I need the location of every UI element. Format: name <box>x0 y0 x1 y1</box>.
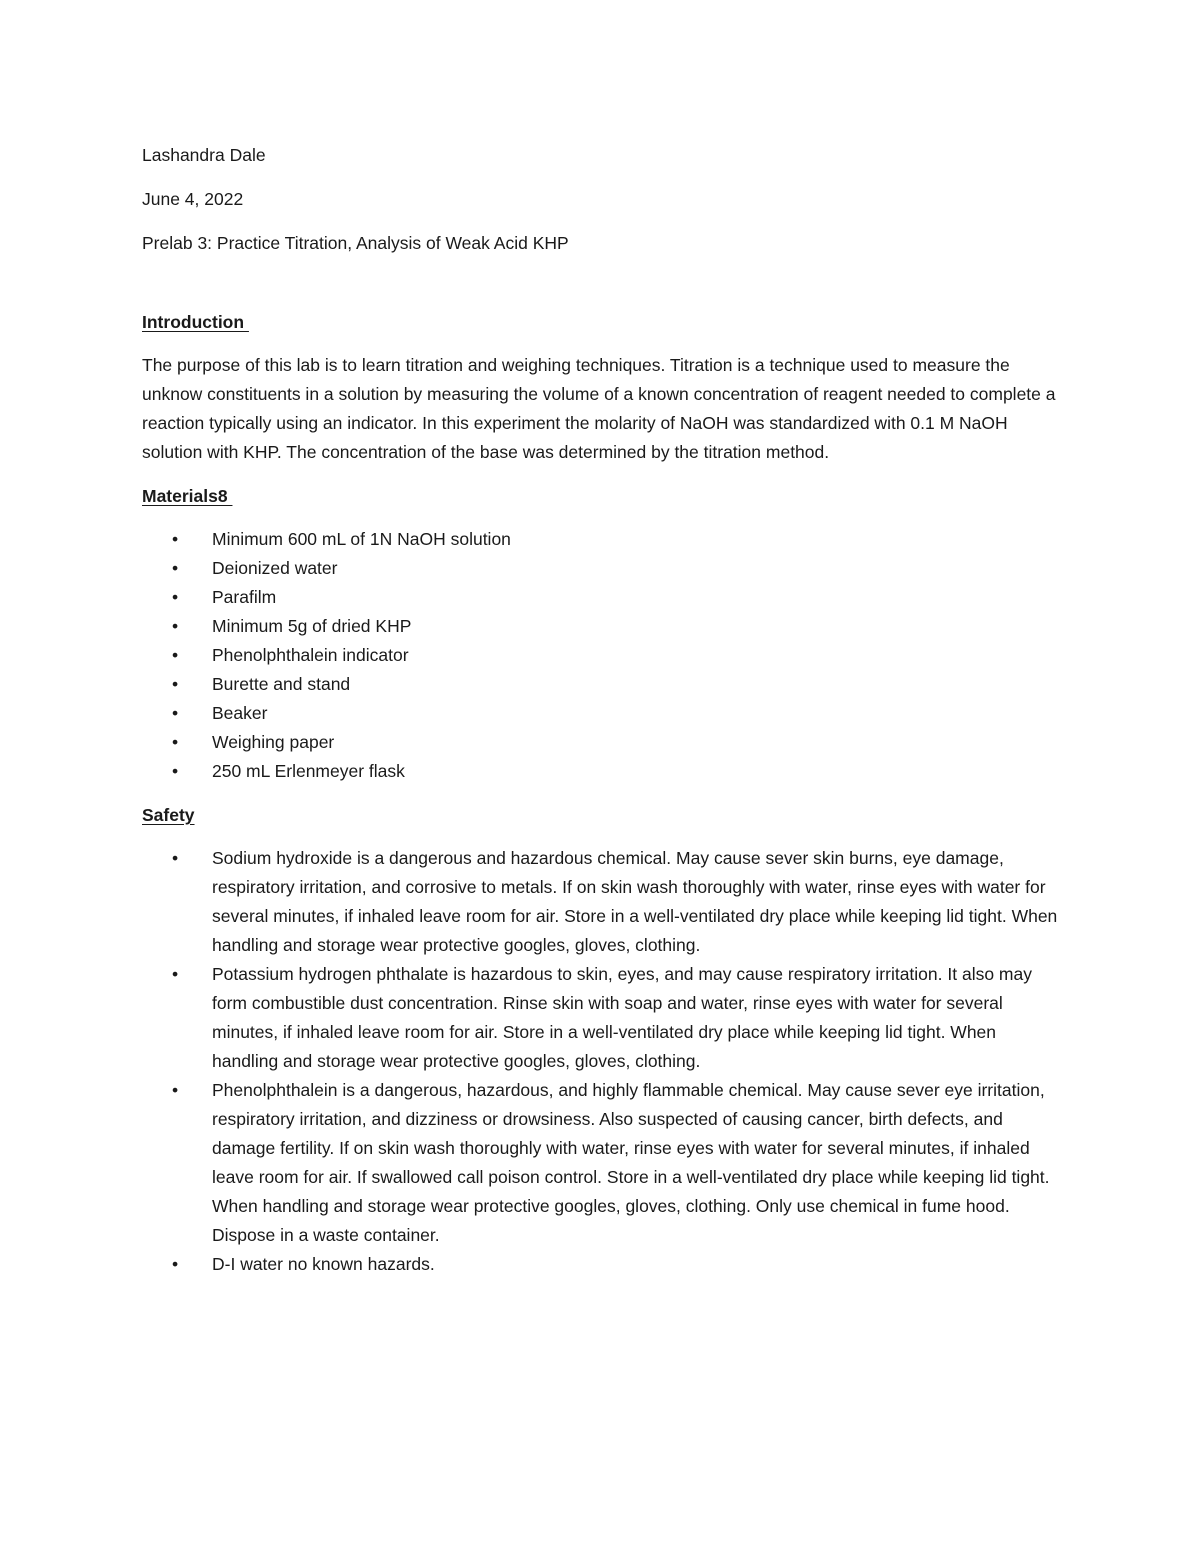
document-page <box>142 141 1067 1279</box>
safety-list <box>142 844 1067 1279</box>
materials-list-item: • Burette and stand <box>142 670 1067 699</box>
document-title: Prelab 3: Practice Titration, Analysis of Weak Acid KHP <box>142 233 569 253</box>
materials-list-item: • Minimum 600 mL of 1N NaOH solution <box>142 525 1067 554</box>
materials-list-item: • 250 mL Erlenmeyer flask <box>142 757 1067 786</box>
safety-list-item: • Sodium hydroxide is a dangerous and hazardous chemical. May cause sever skin burns, eye damage, respiratory irritation, and corrosive to metals. If on skin wash thoroughly with water, rinse eyes with water for several minutes, if inhaled leave room for air. Store in a well-ventilated dry place while keeping lid tight. When handling and storage wear protective googles, gloves, clothing. <box>142 844 1067 960</box>
materials-list-item: • Deionized water <box>142 554 1067 583</box>
document-date: June 4, 2022 <box>142 189 244 209</box>
safety-list-item: • Phenolphthalein is a dangerous, hazardous, and highly flammable chemical. May cause sever eye irritation, respiratory irritation, and dizziness or drowsiness. Also suspected of causing cancer, birth defects, and damage fertility. If on skin wash thoroughly with water, rinse eyes with water for several minutes, if inhaled leave room for air. If swallowed call poison control. Store in a well-ventilated dry place while keeping lid tight. When handling and storage wear protective googles, gloves, clothing. Only use chemical in fume hood. Dispose in a waste container. <box>142 1076 1067 1250</box>
materials-list <box>142 525 1067 786</box>
safety-list-item: • Potassium hydrogen phthalate is hazardous to skin, eyes, and may cause respiratory irritation. It also may form combustible dust concentration. Rinse skin with soap and water, rinse eyes with water for several minutes, if inhaled leave room for air. Store in a well-ventilated dry place while keeping lid tight. When handling and storage wear protective googles, gloves, clothing. <box>142 960 1067 1076</box>
materials-list-item: • Parafilm <box>142 583 1067 612</box>
author-name: Lashandra Dale <box>142 145 266 165</box>
materials-list-item: • Minimum 5g of dried KHP <box>142 612 1067 641</box>
introduction-paragraph: The purpose of this lab is to learn titration and weighing techniques. Titration is a technique used to measure the unknow constituents in a solution by measuring the volume of a known concentration of reagent needed to complete a reaction typically using an indicator. In this experiment the molarity of NaOH was standardized with 0.1 M NaOH solution with KHP. The concentration of the base was determined by the titration method. <box>142 355 1056 462</box>
materials-list-item: • Beaker <box>142 699 1067 728</box>
materials-heading: Materials8 <box>142 486 233 506</box>
safety-heading: Safety <box>142 805 195 825</box>
safety-list-item: • D-I water no known hazards. <box>142 1250 1067 1279</box>
materials-list-item: • Phenolphthalein indicator <box>142 641 1067 670</box>
introduction-heading: Introduction <box>142 312 249 332</box>
materials-list-item: • Weighing paper <box>142 728 1067 757</box>
